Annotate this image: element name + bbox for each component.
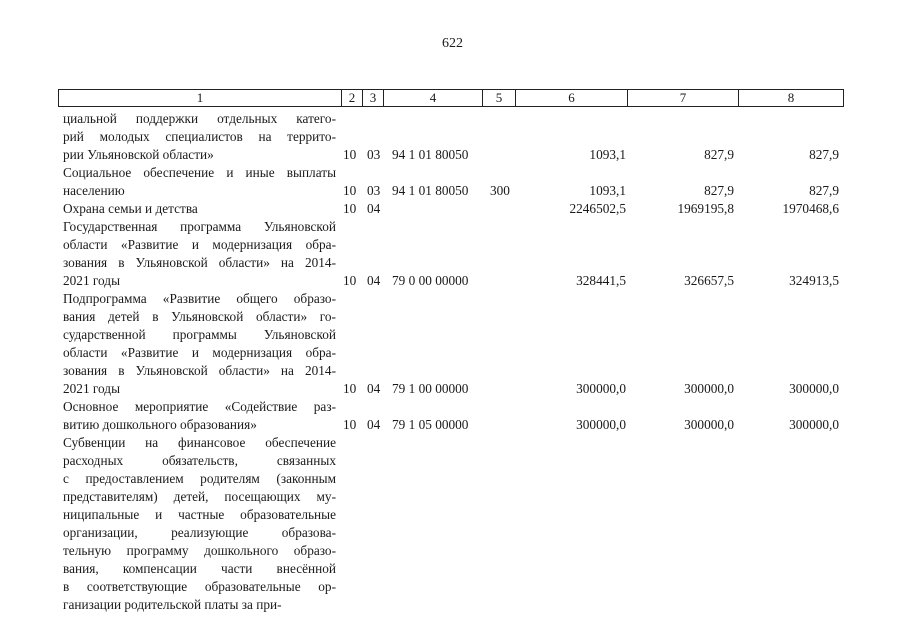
amount-column-8: 827,9 xyxy=(809,183,839,198)
target-article-code: 94 1 01 80050 xyxy=(392,183,469,198)
row-description-line: расходных обязательств, связанных xyxy=(63,453,336,468)
column-header-4: 4 xyxy=(384,90,483,107)
table-row xyxy=(0,434,905,614)
row-description-line: ниципальные и частные образовательные xyxy=(63,507,336,522)
section-code: 10 xyxy=(343,417,357,432)
column-header-2: 2 xyxy=(342,90,363,107)
row-description xyxy=(63,398,336,434)
row-description xyxy=(63,218,336,290)
column-header-6: 6 xyxy=(516,90,628,107)
table-row xyxy=(0,290,905,398)
row-description-line: сударственной программы Ульяновской xyxy=(63,327,336,342)
row-description xyxy=(63,164,336,200)
column-header-3: 3 xyxy=(363,90,384,107)
row-description-line: 2021 годы xyxy=(63,273,121,288)
row-description-line: зования в Ульяновской области» на 2014- xyxy=(63,255,336,270)
subsection-code: 04 xyxy=(367,201,381,216)
amount-column-7: 326657,5 xyxy=(684,273,734,288)
row-description-line: Основное мероприятие «Содействие раз- xyxy=(63,399,336,414)
amount-column-8: 300000,0 xyxy=(789,417,839,432)
row-description-line: Государственная программа Ульяновской xyxy=(63,219,336,234)
amount-column-8: 324913,5 xyxy=(789,273,839,288)
target-article-code: 79 1 00 00000 xyxy=(392,381,469,396)
row-description-line: области «Развитие и модернизация обра- xyxy=(63,237,336,252)
table-row xyxy=(0,218,905,290)
expense-type-code: 300 xyxy=(490,183,510,198)
row-description-line: с предоставлением родителям (законным xyxy=(63,471,336,486)
amount-column-8: 300000,0 xyxy=(789,381,839,396)
amount-column-8: 827,9 xyxy=(809,147,839,162)
target-article-code: 79 1 05 00000 xyxy=(392,417,469,432)
row-description xyxy=(63,290,336,398)
row-description-line: Субвенции на финансовое обеспечение xyxy=(63,435,336,450)
row-description-line: 2021 годы xyxy=(63,381,121,396)
amount-column-7: 827,9 xyxy=(704,183,734,198)
amount-column-6: 328441,5 xyxy=(576,273,626,288)
table-row xyxy=(0,110,905,164)
row-description-line: Охрана семьи и детства xyxy=(63,201,198,216)
row-description-line: вания детей в Ульяновской области» го- xyxy=(63,309,336,324)
amount-column-7: 300000,0 xyxy=(684,417,734,432)
amount-column-7: 827,9 xyxy=(704,147,734,162)
amount-column-7: 1969195,8 xyxy=(677,201,734,216)
row-description-line: представителям) детей, посещающих му- xyxy=(63,489,336,504)
section-code: 10 xyxy=(343,147,357,162)
amount-column-6: 1093,1 xyxy=(589,147,626,162)
row-description-line: ганизации родительской платы за при- xyxy=(63,597,282,612)
row-description-line: области «Развитие и модернизация обра- xyxy=(63,345,336,360)
row-description xyxy=(63,110,336,164)
row-description-line: витию дошкольного образования» xyxy=(63,417,257,432)
table-row xyxy=(0,398,905,434)
section-code: 10 xyxy=(343,183,357,198)
row-description xyxy=(63,434,336,614)
subsection-code: 04 xyxy=(367,381,381,396)
row-description xyxy=(63,200,336,218)
row-description-line: рий молодых специалистов на террито- xyxy=(63,129,336,144)
column-header-1: 1 xyxy=(59,90,342,107)
amount-column-8: 1970468,6 xyxy=(782,201,839,216)
row-description-line: циальной поддержки отдельных катего- xyxy=(63,111,336,126)
amount-column-6: 2246502,5 xyxy=(569,201,626,216)
section-code: 10 xyxy=(343,273,357,288)
row-description-line: в соответствующие образовательные ор- xyxy=(63,579,336,594)
section-code: 10 xyxy=(343,381,357,396)
column-header-5: 5 xyxy=(483,90,516,107)
subsection-code: 03 xyxy=(367,147,381,162)
column-header-7: 7 xyxy=(628,90,739,107)
section-code: 10 xyxy=(343,201,357,216)
subsection-code: 04 xyxy=(367,273,381,288)
amount-column-7: 300000,0 xyxy=(684,381,734,396)
target-article-code: 94 1 01 80050 xyxy=(392,147,469,162)
table-row xyxy=(0,164,905,200)
amount-column-6: 1093,1 xyxy=(589,183,626,198)
row-description-line: Подпрограмма «Развитие общего образо- xyxy=(63,291,336,306)
row-description-line: Социальное обеспечение и иные выплаты xyxy=(63,165,336,180)
column-header-row xyxy=(58,89,844,107)
amount-column-6: 300000,0 xyxy=(576,417,626,432)
subsection-code: 04 xyxy=(367,417,381,432)
row-description-line: зования в Ульяновской области» на 2014- xyxy=(63,363,336,378)
page-number: 622 xyxy=(442,36,463,51)
row-description-line: вания, компенсации части внесённой xyxy=(63,561,336,576)
row-description-line: организации, реализующие образова- xyxy=(63,525,336,540)
target-article-code: 79 0 00 00000 xyxy=(392,273,469,288)
row-description-line: рии Ульяновской области» xyxy=(63,147,214,162)
column-header-8: 8 xyxy=(739,90,844,107)
row-description-line: населению xyxy=(63,183,125,198)
row-description-line: тельную программу дошкольного образо- xyxy=(63,543,336,558)
subsection-code: 03 xyxy=(367,183,381,198)
table-row xyxy=(0,200,905,218)
amount-column-6: 300000,0 xyxy=(576,381,626,396)
